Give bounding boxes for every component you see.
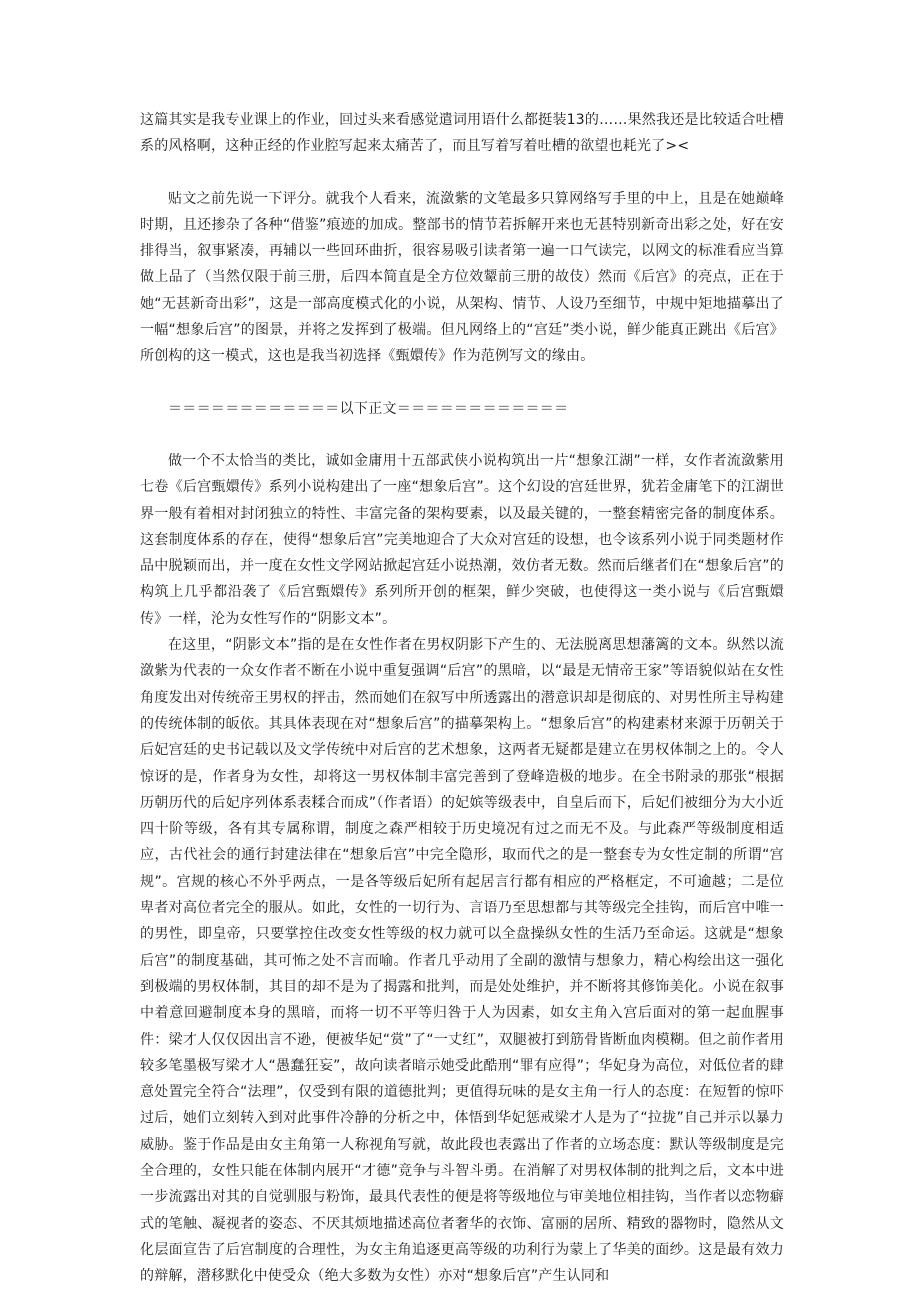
body-paragraph-1: 做一个不太恰当的类比，诚如金庸用十五部武侠小说构筑出一片“想象江湖”一样，女作者流潋紫用七卷《后宫甄嬛传》系列小说构建出了一座“想象后宫”。这个幻设的宫廷世界，犹若金庸笔下的江湖世界一般有着相对封闭独立的特性、丰富完备的架构要素，以及最关键的，一整套精密完备的制度体系。这套制度体系的存在，使得“想象后宫”完美地迎合了大众对宫廷的设想，也令该系列小说于同类题材作品中脱颖而出，并一度在女性文学网站掀起宫廷小说热潮，效仿者无数。然而后继者们在“想象后宫”的构筑上几乎都沿袭了《后宫甄嬛传》系列所开创的框架，鲜少突破，也使得这一类小说与《后宫甄嬛传》一样，沦为女性写作的“阴影文本”。: [140, 452, 784, 627]
intro-paragraph: 这篇其实是我专业课上的作业，回过头来看感觉遣词用语什么都挺装13的……果然我还是比较适合吐槽系的风格啊，这种正经的作业腔写起来太痛苦了，而且写着写着吐槽的欲望也耗光了><: [140, 112, 784, 155]
section-divider: ＝＝＝＝＝＝＝＝＝＝＝＝以下正文＝＝＝＝＝＝＝＝＝＝＝＝: [168, 400, 569, 417]
paragraph-spacer: [140, 370, 784, 396]
body-paragraph-2: 在这里，“阴影文本”指的是在女性作者在男权阴影下产生的、无法脱离思想藩篱的文本。纵然以流潋紫为代表的一众女作者不断在小说中重复强调“后宫”的黑暗，以“最是无情帝王家”等语貌似站在女性角度发出对传统帝王男权的抨击，然而她们在叙写中所透露出的潜意识却是彻底的、对男性所主导构建的传统体制的皈依。其具体表现在对“想象后宫”的描摹架构上。“想象后宫”的构建素材来源于历朝关于后妃宫廷的史书记载以及文学传统中对后宫的艺术想象，这两者无疑都是建立在男权体制之上的。令人惊讶的是，作者身为女性，却将这一男权体制丰富完善到了登峰造极的地步。在全书附录的那张“根据历朝历代的后妃序列体系表糅合而成”（作者语）的妃嫔等级表中，自皇后而下，后妃们被细分为大小近四十阶等级，各有其专属称谓，制度之森严相较于历史境况有过之而无不及。与此森严等级制度相适应，古代社会的通行封建法律在“想象后宫”中完全隐形，取而代之的是一整套专为女性定制的所谓“宫规”。宫规的核心不外乎两点，一是各等级后妃所有起居言行都有相应的严格框定，不可逾越；二是位卑者对高位者完全的服从。如此，女性的一切行为、言语乃至思想都与其等级完全挂钩，而后宫中唯一的男性，即皇帝，只要掌控住改变女性等级的权力就可以全盘操纵女性的生活乃至命运。这就是“想象后宫”的制度基础，其可怖之处不言而喻。作者几乎动用了全副的激情与想象力，精心构绘出这一强化到极端的男权体制，其目的却不是为了揭露和批判，而是处处维护，并不断将其修饰美化。小说在叙事中着意回避制度本身的黑暗，而将一切不平等归咎于人为因素，如女主角入宫后面对的第一起血腥事件：梁才人仅仅因出言不逊，便被华妃“赏”了“一丈红”，双腿被打到筋骨皆断血肉模糊。但之前作者用较多笔墨极写梁才人“愚蠢狂妄”，故向读者暗示她受此酷刑“罪有应得”；华妃身为高位，对低位者的肆意处置完全符合“法理”，仅受到有限的道德批判；更值得玩味的是女主角一行人的态度：在短暂的惊吓过后，她们立刻转入到对此事件冷静的分析之中，体悟到华妃惩戒梁才人是为了“拉拢”自己并示以暴力威胁。鉴于作品是由女主角第一人称视角写就，故此段也表露出了作者的立场态度：默认等级制度是完全合理的，女性只能在体制内展开“才德”竞争与斗智斗勇。在消解了对男权体制的批判之后，文本中进一步流露出对其的自觉驯服与粉饰，最具代表性的便是将等级地位与审美地位相挂钩，当作者以恋物癖式的笔触、凝视者的姿态、不厌其烦地描述高位者奢华的衣饰、富丽的居所、精致的器物时，隐然从文化层面宣告了后宫制度的合理性，为女主角追逐更高等级的功利行为蒙上了华美的面纱。这是最有效力的辩解，潜移默化中使受众（绝大多数为女性）亦对“想象后宫”产生认同和: [140, 637, 784, 1285]
preface-paragraph: 贴文之前先说一下评分。就我个人看来，流潋紫的文笔最多只算网络写手里的中上，且是在她巅峰时期，且还掺杂了各种“借鉴”痕迹的加成。整部书的情节若拆解开来也无甚特别新奇出彩之处，好在安排得当，叙事紧凑，再辅以一些回环曲折，很容易吸引读者第一遍一口气读完，以网文的标准看应当算做上品了（当然仅限于前三册，后四本简直是全方位效颦前三册的故伎）然而《后宫》的亮点，正在于她“无甚新奇出彩”，这是一部高度模式化的小说，从架构、情节、人设乃至细节，中规中矩地描摹出了一幅“想象后宫”的图景，并将之发挥到了极端。但凡网络上的“宫廷”类小说，鲜少能真正跳出《后宫》所创构的这一模式，这也是我当初选择《甄嬛传》作为范例写文的缘由。: [140, 190, 784, 365]
paragraph-spacer: [140, 160, 784, 186]
paragraph-spacer: [140, 422, 784, 448]
document-body: [140, 107, 784, 1289]
